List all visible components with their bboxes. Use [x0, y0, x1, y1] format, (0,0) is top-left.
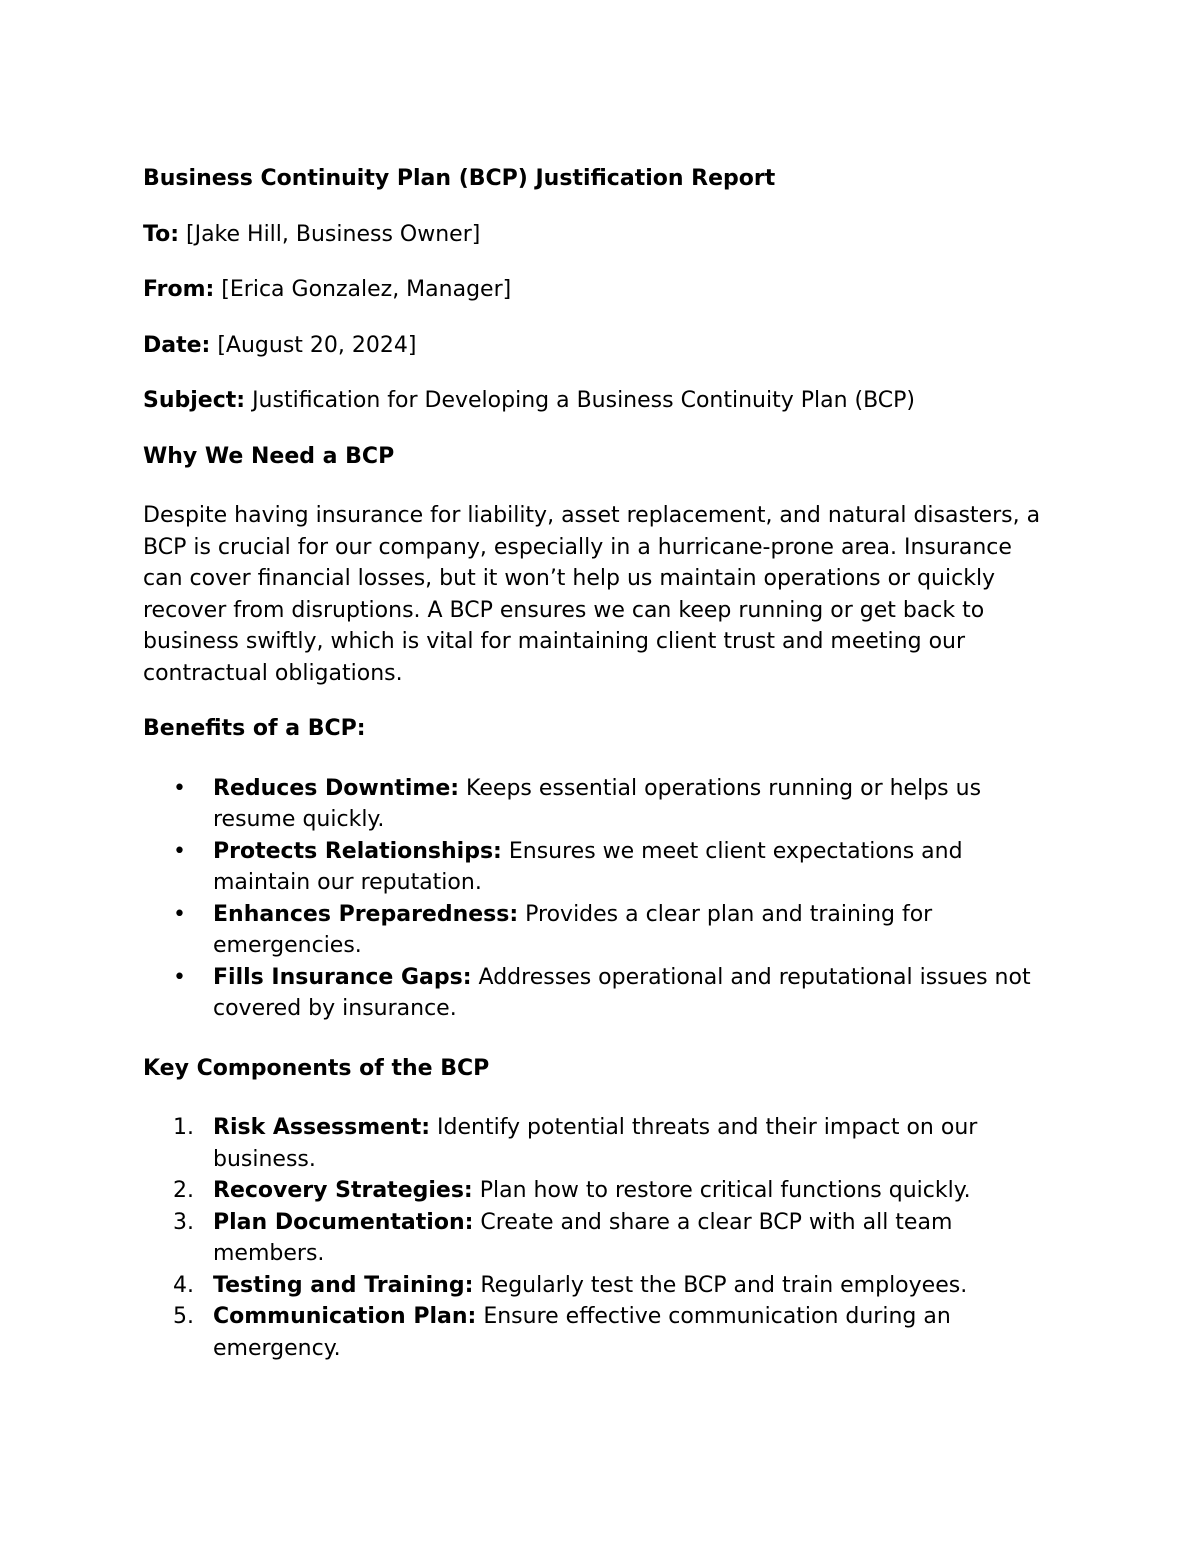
from-value: [Erica Gonzalez, Manager]	[214, 277, 512, 302]
date-value: [August 20, 2024]	[210, 332, 417, 358]
item-number: 4.	[173, 1272, 194, 1298]
from-line	[143, 274, 1053, 306]
why-paragraph: Despite having insurance for liability, asset replacement, and natural disasters, a BCP is crucial for our company, especially in a hurricane-prone area. Insurance can cover financial losses, but it won’t help us maintain operations or quickly recover from disruptions. A BCP ensures we can keep running or get back to business swiftly, which is vital for maintaining client trust and meeting our contractual obligations.	[143, 503, 1041, 686]
list-item	[143, 962, 1053, 1025]
component-label: Risk Assessment:	[213, 1115, 431, 1140]
document-page	[143, 163, 1053, 1392]
components-heading: Key Components of the BCP	[143, 1055, 490, 1081]
components-list	[143, 1112, 1053, 1364]
to-value: [Jake Hill, Business Owner]	[179, 221, 481, 247]
component-text: Create and share a clear BCP with all team members.	[213, 1209, 953, 1266]
list-item	[143, 1112, 1053, 1175]
subject-label: Subject:	[143, 388, 246, 413]
bullet-icon: •	[173, 901, 186, 927]
item-number: 1.	[173, 1115, 194, 1140]
list-item	[143, 773, 1053, 836]
report-title: Business Continuity Plan (BCP) Justification Report	[143, 166, 776, 191]
bullet-icon: •	[173, 964, 186, 990]
benefit-label: Reduces Downtime:	[213, 775, 460, 801]
date-label: Date:	[143, 332, 211, 358]
component-text: Ensure effective communication during an emergency.	[213, 1304, 951, 1361]
benefit-label: Enhances Preparedness:	[213, 901, 519, 927]
item-number: 3.	[173, 1209, 194, 1235]
item-number: 5.	[173, 1304, 194, 1329]
benefit-text: Provides a clear plan and training for emergencies.	[213, 901, 933, 958]
list-item	[143, 1175, 1053, 1207]
component-label: Testing and Training:	[213, 1272, 474, 1298]
component-label: Plan Documentation:	[213, 1209, 474, 1235]
date-line	[143, 330, 1053, 362]
component-label: Communication Plan:	[213, 1304, 477, 1329]
component-text: Plan how to restore critical functions quickly.	[472, 1178, 971, 1203]
from-label: From:	[143, 277, 215, 302]
benefit-text: Ensures we meet client expectations and maintain our reputation.	[213, 838, 963, 895]
benefit-text: Addresses operational and reputational issues not covered by insurance.	[213, 964, 1031, 1021]
bullet-icon: •	[173, 775, 186, 801]
list-item	[143, 1301, 1053, 1364]
bullet-icon: •	[173, 838, 186, 864]
component-text: Identify potential threats and their impact on our business.	[213, 1115, 978, 1172]
component-label: Recovery Strategies:	[213, 1178, 473, 1203]
item-number: 2.	[173, 1178, 194, 1203]
why-heading: Why We Need a BCP	[143, 443, 395, 469]
benefits-list	[143, 773, 1053, 1025]
subject-line	[143, 385, 1053, 417]
to-line	[143, 219, 1053, 251]
list-item	[143, 1270, 1053, 1302]
list-item	[143, 836, 1053, 899]
list-item	[143, 1207, 1053, 1270]
benefit-label: Fills Insurance Gaps:	[213, 964, 472, 990]
benefits-heading: Benefits of a BCP:	[143, 716, 366, 741]
component-text: Regularly test the BCP and train employees.	[473, 1272, 968, 1298]
to-label: To:	[143, 221, 179, 247]
subject-value: Justification for Developing a Business Continuity Plan (BCP)	[245, 388, 916, 413]
benefit-text: Keeps essential operations running or helps us resume quickly.	[213, 775, 982, 832]
benefit-label: Protects Relationships:	[213, 838, 502, 864]
list-item	[143, 899, 1053, 962]
